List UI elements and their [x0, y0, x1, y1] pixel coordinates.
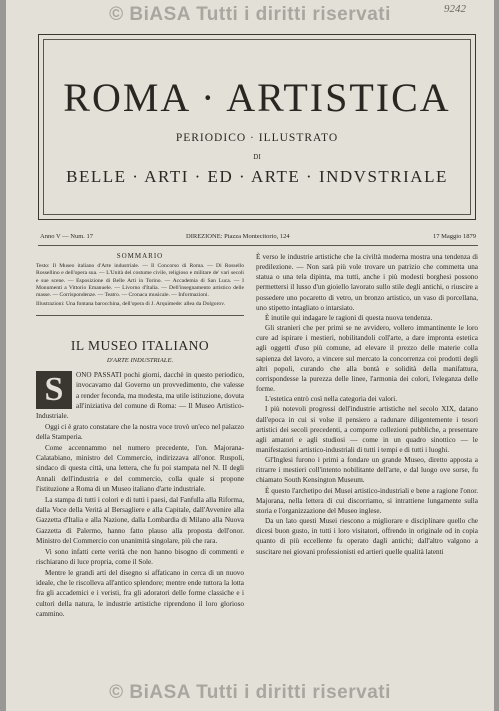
- masthead-inner-border: [43, 39, 471, 215]
- journal-di: DI: [253, 153, 261, 161]
- dropcap-initial: S: [36, 371, 72, 409]
- paragraph: La stampa di tutti i colori e di tutti i paesi, dal Fanfulla alla Riforma, dalla Voce della Verità al Bersagliere e alla Capitale, dall'Avvenire alla Gazzetta d'Italia e alla Nazione, dalla Lombardia di Milano alla Nuova Gazzetta di Palermo, hanno fatto plauso alla proposta dell'onor. Ministro del Commercio con unanimità singolare, più che rara.: [36, 495, 244, 546]
- journal-title: ROMA · ARTISTICA: [63, 75, 451, 120]
- journal-subtitle: PERIODICO · ILLUSTRATO: [175, 132, 339, 144]
- article-body-left: [36, 370, 244, 620]
- paragraph: Oggi ci è grato constatare che la nostra voce trovò un'eco nel palazzo della Stamperia.: [36, 422, 244, 442]
- sommario-text: Testo: Il Museo italiano d'Arte industriale. — Il Concorso di Roma. — Di Rossello Rossellino e dell'opera sua. — L'Unità del costume civile, religioso e militare de' vari secoli e sue scene. — Esposizione di Belle Arti in Torino. — Accademia di San Luca. — I Monumenti a Vittorio Emanuele. — Livorno d'Italia. — Dell'insegnamento artistico delle masse. — Corrispondenze. — Teatro. — Cronaca musicale. — Informazioni.: [36, 263, 244, 299]
- paragraph: Come accennammo nel numero precedente, l'on. Majorana-Calatabiano, ministro del Commercio, indirizzava all'onor. Ruspoli, sindaco di questa città, una lettera, che fu poi stampata nel N. II degli Annali dell'industria e del commercio, colla quale si propone l'istituzione a Roma di un Museo italiano d'arte industriale.: [36, 443, 244, 494]
- article-body-right: [256, 252, 478, 557]
- paragraph: È questo l'archetipo dei Musei artistico-industriali e bene a ragione l'onor. Majorana, nella lettera di cui discorriamo, si intrattiene lungamente sulla storia e l'organizzazione del Museo inglese.: [256, 486, 478, 515]
- sommario-illustrations: Illustrazioni: Una fontana barocchina, dell'opera di J. Arquimede: allea da Dolgorov.: [36, 301, 226, 308]
- sommario-rule: [36, 315, 244, 316]
- issue-date: 17 Maggio 1879: [433, 233, 476, 240]
- paragraph: Mentre le grandi arti del disegno si affaticano in cerca di un nuovo ideale, che le riscolleva all'antico splendore; mentre ende tuttora la lotta fra gli accademici e i veristi, fra gli adoratori delle forme classiche e i cultori della natura, le industrie artistiche riprendono il loro glorioso cammino.: [36, 568, 244, 619]
- paragraph: Da un lato questi Musei riescono a migliorare e disciplinare quello che dicesi buon gusto, in tutti i loro visitatori, offrendo in originale od in copia quanto di più eccellente fu operato dagli antichi; dall'altro valgono a suscitare nei giovani professionisti ed artieri quelle qualità latenti: [256, 517, 478, 556]
- watermark-bottom: © BiASA Tutti i diritti riservati: [109, 682, 391, 703]
- paragraph: Gl'Inglesi furono i primi a fondare un grande Museo, diretto apposta a ritrarre i mestieri coll'intento nobilitante dell'arte, e dal luogo ove sorse, fu chiamato South Kensington Museum.: [256, 456, 478, 485]
- issue-number: Anno V — Num. 17: [40, 233, 94, 240]
- paragraph: L'estetica entrò così nella categoria dei valori.: [265, 395, 398, 404]
- shelfmark: 9242: [444, 3, 466, 15]
- direction-address: DIREZIONE: Piazza Montecitorio, 124: [186, 233, 290, 240]
- article-subtitle: D'ARTE INDUSTRIALE.: [106, 356, 174, 364]
- sommario-heading: SOMMARIO: [116, 252, 164, 260]
- paragraph: Vi sono infatti certe verità che non hanno bisogno di commenti e rischiarano di luce propria, come il Sole.: [36, 547, 244, 567]
- paragraph: Gli stranieri che per primi se ne avvidero, vollero immantinente le loro cure ad ispirare i mestieri, nobilitandoli coll'arte, a dare impronta estetica agli oggetti d'uso più comune, ad elevare il prezzo delle materie colla sapienza del lavoro, a vincere sul mercato la concorrenza coi prodotti degli altri popoli, curando che alla bontà e solidità della manifattura, corrispondesse la purezza delle linee, l'armonia dei colori, l'eleganza delle forme.: [256, 324, 478, 394]
- paragraph: I più notevoli progressi dell'industrie artistiche nel secolo XIX, datano dall'epoca in cui si volse il pensiero a radunare diligentemente i tesori artistici dei secoli precedenti, a comporre collezioni pubbliche, a presentare agli amatori e agli studiosi — come in un quadro sinottico — le manifestazioni artistico-industriali di tutti i tempi e di tutti i luoghi.: [256, 405, 478, 454]
- paragraph: È inutile qui indagare le ragioni di questa nuova tendenza.: [265, 313, 433, 322]
- paragraph: È verso le industrie artistiche che la civiltà moderna mostra una tendenza di predilezione. — Non sarà più vole trovare un patrizio che commetta una statua o una tela dipinta, ma tutti, anche i più modesti borghesi possono permettersi il lusso d'un gioiello lavorato sullo stile degli antichi, o riuscire a possedere uno pocaretto di vetro, un bronzo artistico, un vaso di porcellana, uno stipetto intagliato o intarsiato.: [256, 253, 478, 312]
- masthead: [38, 34, 476, 220]
- watermark-top: © BiASA Tutti i diritti riservati: [109, 4, 391, 25]
- right-column: [256, 252, 478, 557]
- article-title: IL MUSEO ITALIANO: [70, 337, 210, 353]
- journal-motto: BELLE · ARTI · ED · ARTE · INDVSTRIALE: [66, 167, 448, 186]
- left-column: [36, 252, 244, 620]
- dateline: [38, 233, 478, 246]
- newspaper-page: [6, 0, 494, 711]
- paragraph: ONO PASSATI pochi giorni, dacchè in questo periodico, invocavamo dal Governo un provvedimento, che valesse a render feconda, ma modesta, ma utile istituzione, dovuta all'iniziativa del comune di Roma: — Il Museo Artistico-Industriale.: [36, 370, 244, 421]
